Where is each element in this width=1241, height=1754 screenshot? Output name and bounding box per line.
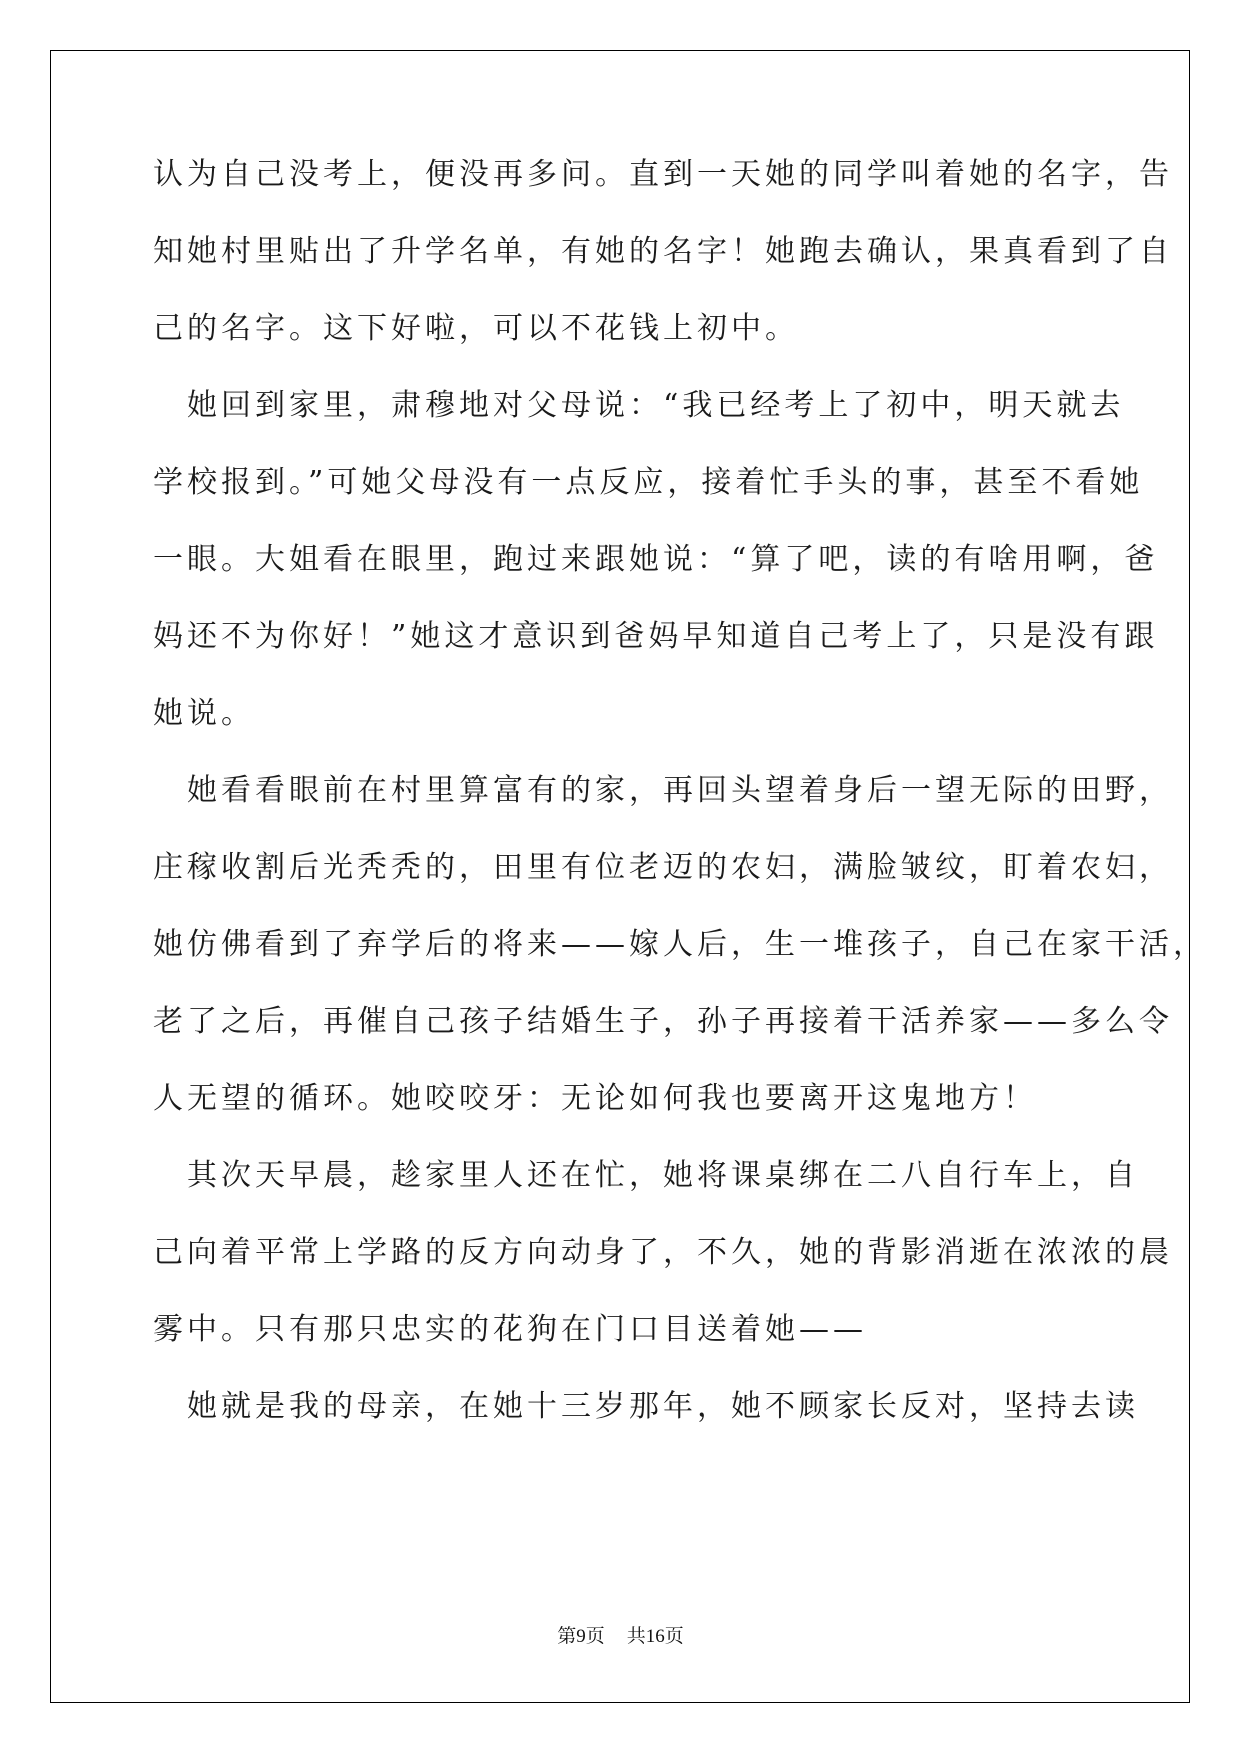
text-line: 雾中。只有那只忠实的花狗在门口目送着她—— bbox=[153, 1312, 867, 1347]
text-line: 己的名字。这下好啦，可以不花钱上初中。 bbox=[153, 311, 799, 346]
text-line: 认为自己没考上，便没再多问。直到一天她的同学叫着她的名字，告 bbox=[153, 157, 1173, 192]
text-line: 己向着平常上学路的反方向动身了，不久，她的背影消逝在浓浓的晨 bbox=[153, 1235, 1173, 1270]
text-line: 她看看眼前在村里算富有的家，再回头望着身后一望无际的田野， bbox=[153, 773, 1173, 808]
text-line: 妈还不为你好！”她这才意识到爸妈早知道自己考上了，只是没有跟 bbox=[153, 619, 1159, 654]
text-line: 人无望的循环。她咬咬牙：无论如何我也要离开这鬼地方！ bbox=[153, 1081, 1037, 1116]
text-line: 老了之后，再催自己孩子结婚生子，孙子再接着干活养家——多么令 bbox=[153, 1004, 1173, 1039]
text-line: 她仿佛看到了弃学后的将来——嫁人后，生一堆孩子，自己在家干活， bbox=[153, 927, 1207, 962]
text-line: 庄稼收割后光秃秃的，田里有位老迈的农妇，满脸皱纹，盯着农妇， bbox=[153, 850, 1173, 885]
text-line: 她就是我的母亲，在她十三岁那年，她不顾家长反对，坚持去读 bbox=[153, 1389, 1139, 1424]
text-line: 学校报到。”可她父母没有一点反应，接着忙手头的事，甚至不看她 bbox=[153, 465, 1144, 500]
text-line: 其次天早晨，趁家里人还在忙，她将课桌绑在二八自行车上，自 bbox=[153, 1158, 1139, 1193]
text-line: 知她村里贴出了升学名单，有她的名字！她跑去确认，果真看到了自 bbox=[153, 234, 1173, 269]
page-footer bbox=[0, 1621, 1241, 1648]
text-line: 一眼。大姐看在眼里，跑过来跟她说：“算了吧，读的有啥用啊，爸 bbox=[153, 542, 1159, 577]
text-line: 她回到家里，肃穆地对父母说：“我已经考上了初中，明天就去 bbox=[153, 388, 1125, 423]
text-line: 她说。 bbox=[153, 696, 255, 731]
current-page-label: 第9页 bbox=[557, 1626, 605, 1647]
total-pages-label: 共16页 bbox=[626, 1626, 684, 1647]
